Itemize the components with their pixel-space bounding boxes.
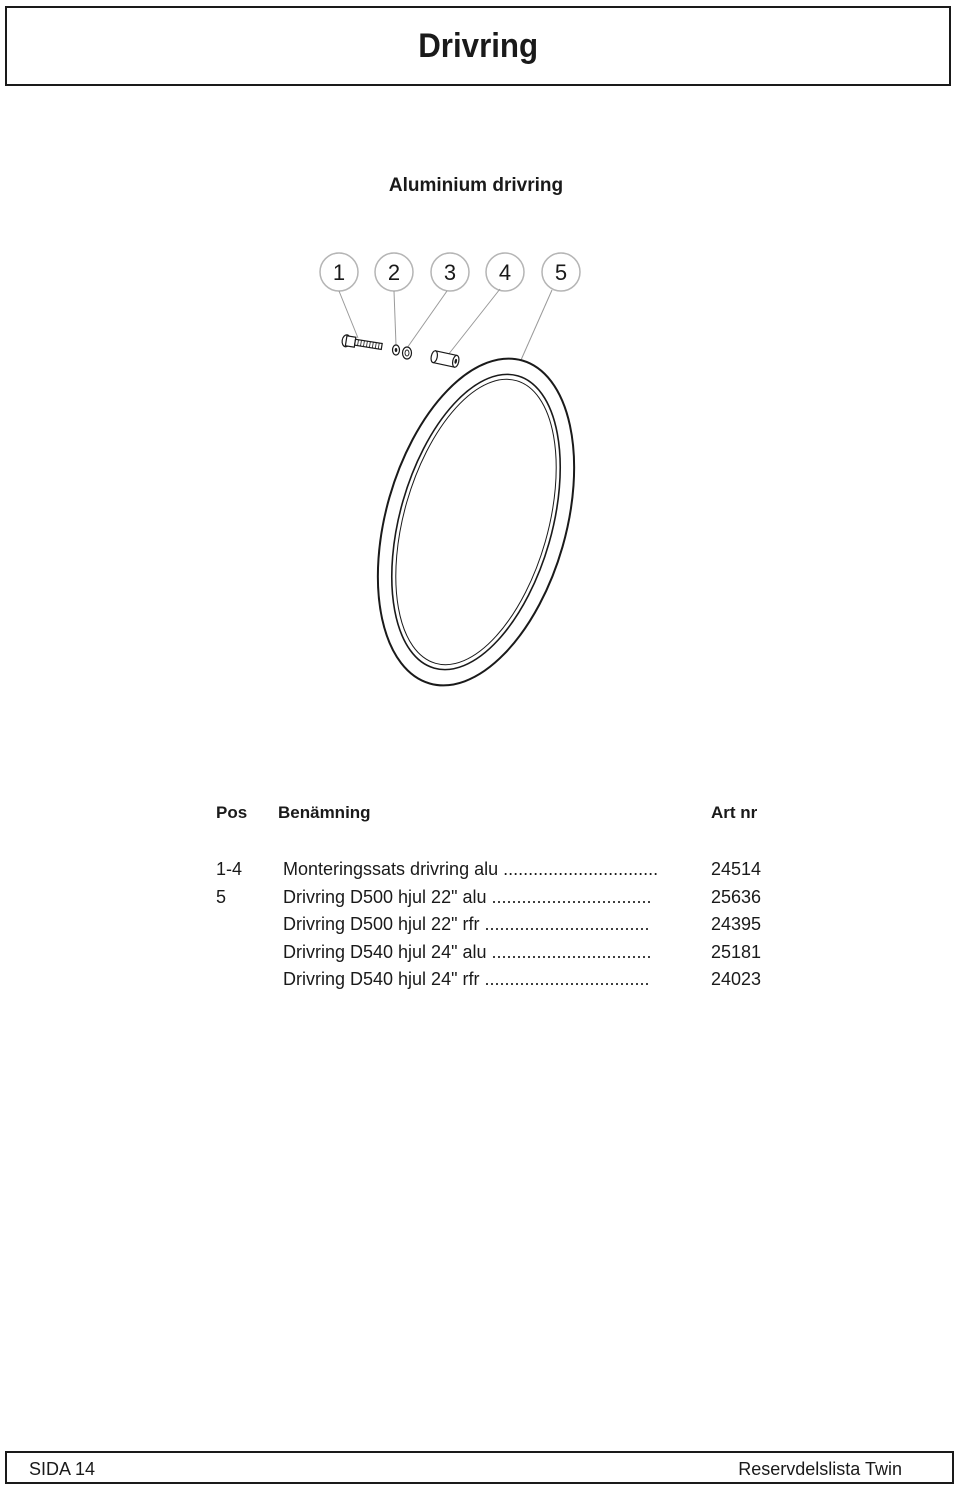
screw-part [341,334,382,352]
table-row [0,914,960,942]
row-name-text: Drivring D500 hjul 22" rfr [283,914,480,934]
table-row [0,942,960,970]
row-dots: ............................... [503,859,659,879]
row-name [283,942,694,963]
row-art-nr: 25636 [711,886,762,907]
row-art-nr: 24514 [711,859,762,879]
callout-4 [486,253,524,291]
callout-5-label: 5 [554,260,568,285]
row-name [283,969,694,990]
row-dots: ................................ [491,886,652,907]
table-row [0,859,960,887]
callout-3-label: 3 [443,260,457,285]
lock-washer-part [393,345,400,355]
parts-diagram [0,240,960,700]
row-name-text: Drivring D540 hjul 24" rfr [283,969,480,989]
callout-1 [320,253,358,291]
row-name [283,859,694,880]
callout-2-label: 2 [387,260,401,285]
row-dots: ................................ [491,941,652,962]
row-name-text: Drivring D540 hjul 24" alu [283,941,487,962]
callout-2 [375,253,413,291]
callout-3 [431,253,469,291]
table-row [0,969,960,997]
spacer-sleeve-part [430,350,460,368]
drive-ring-part [343,336,609,700]
row-dots: ................................. [484,914,650,934]
leader-lines [339,289,552,360]
row-art-nr: 24023 [711,969,762,989]
header-pos: Pos [216,803,248,822]
callout-5 [542,253,580,291]
document-title: Reservdelslista Twin [738,1459,902,1479]
page-number: SIDA 14 [29,1459,96,1479]
title-box [5,6,951,86]
parts-list [0,859,960,997]
section-subtitle: Aluminium drivring [388,175,564,196]
row-name [283,887,694,908]
parts-table-header [0,803,960,827]
table-row [0,887,960,915]
row-dots: ................................. [484,969,650,989]
row-art-nr: 24395 [711,914,762,934]
header-name: Benämning [278,803,371,822]
page-footer [5,1451,954,1484]
row-pos: 1-4 [216,859,243,879]
header-art-nr: Art nr [711,803,758,822]
page-title: Drivring [418,26,538,65]
row-art-nr: 25181 [711,941,762,962]
row-name [283,914,694,935]
washer-part [403,347,412,359]
callout-4-label: 4 [498,260,512,285]
callout-1-label: 1 [332,260,346,285]
row-name-text: Monteringssats drivring alu [283,859,499,879]
row-name-text: Drivring D500 hjul 22" alu [283,886,487,907]
row-pos: 5 [216,886,227,907]
